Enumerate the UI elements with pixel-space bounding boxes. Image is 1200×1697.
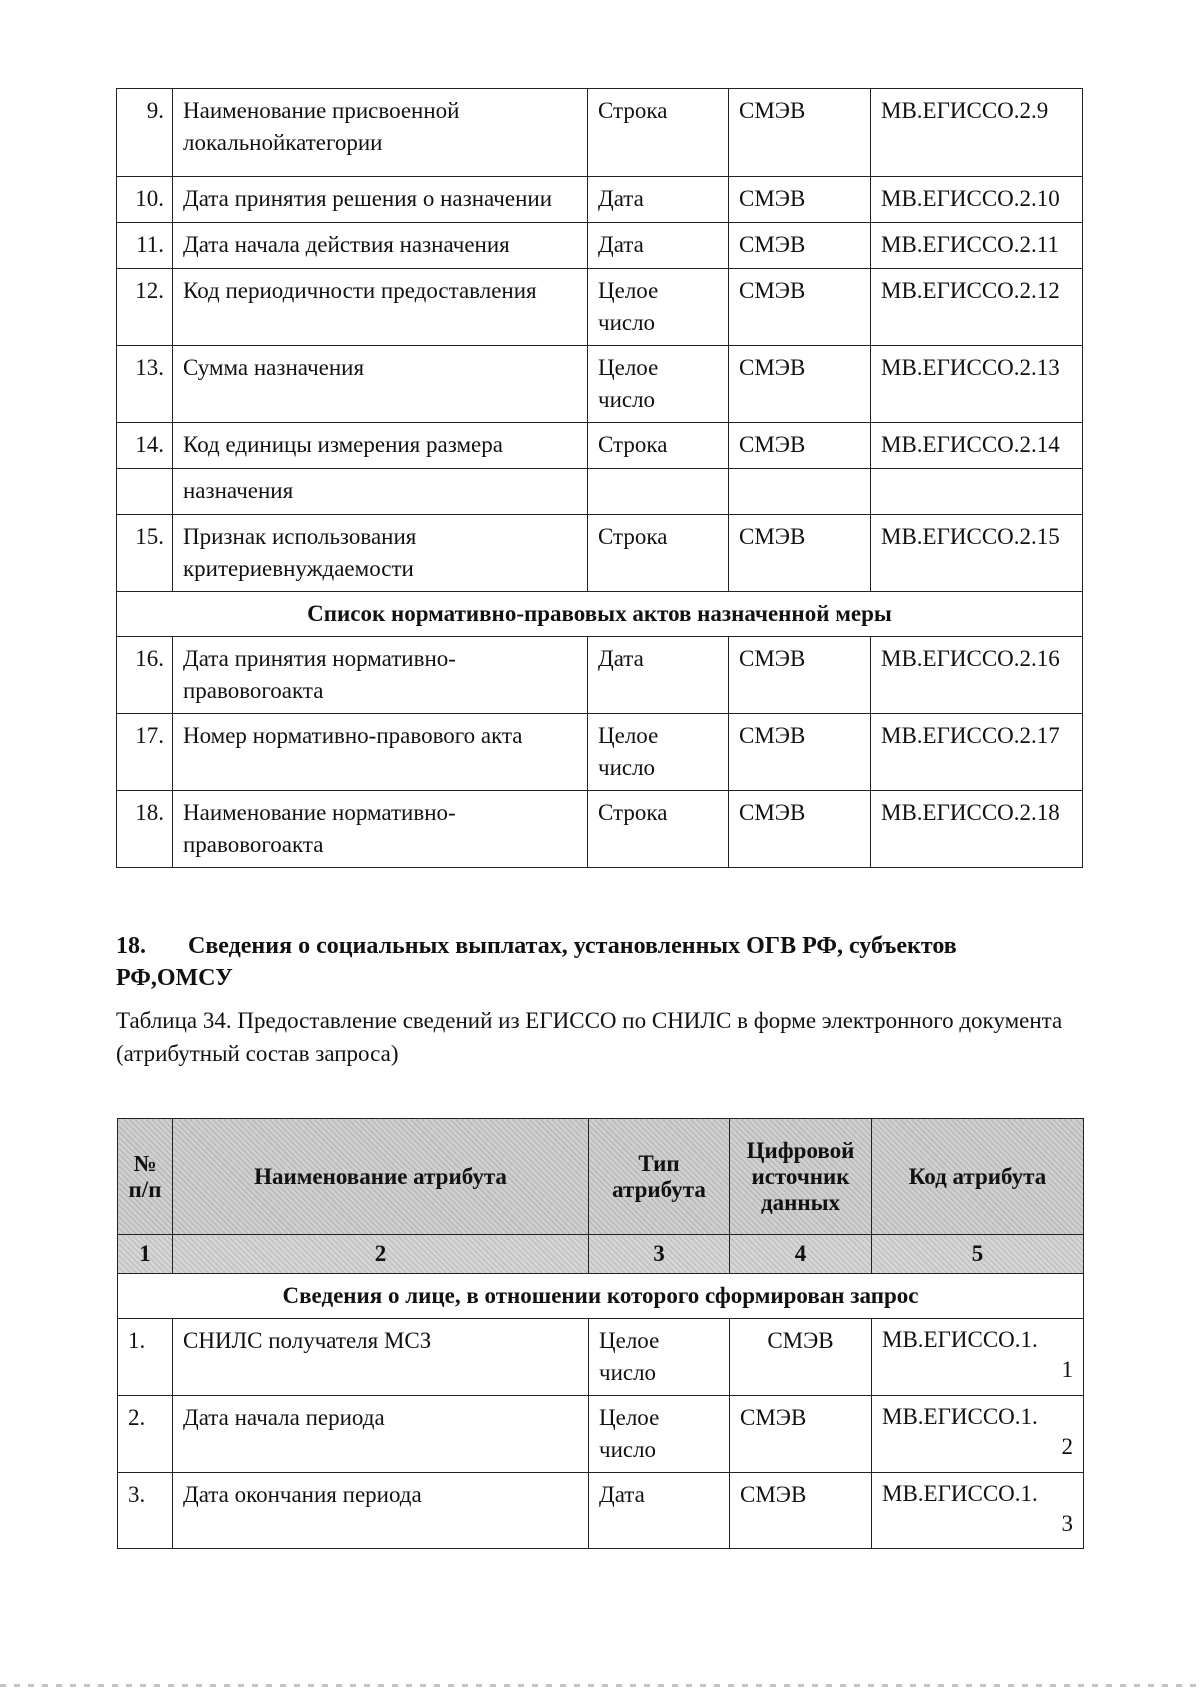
- attribute-type: Целое число: [589, 1396, 730, 1473]
- attribute-code: МВ.ЕГИССО.2.15: [871, 515, 1083, 592]
- attribute-type: Строка: [588, 423, 729, 469]
- attribute-name: Дата принятия нормативно-правовогоакта: [173, 637, 588, 714]
- table-row: [117, 223, 1083, 269]
- row-number: 13.: [117, 346, 173, 423]
- table-row: [118, 1319, 1084, 1396]
- attribute-type: Целое число: [588, 714, 729, 791]
- row-number: 18.: [117, 791, 173, 868]
- table-row: [117, 177, 1083, 223]
- row-number: 16.: [117, 637, 173, 714]
- attribute-type: Целое число: [588, 346, 729, 423]
- attribute-name: Наименование нормативно-правовогоакта: [173, 791, 588, 868]
- attribute-code-prefix: МВ.ЕГИССО.1.: [882, 1404, 1038, 1429]
- row-number: [117, 469, 173, 515]
- table-row: [117, 346, 1083, 423]
- attribute-name: СНИЛС получателя МСЗ: [173, 1319, 589, 1396]
- attribute-code: МВ.ЕГИССО.2.16: [871, 637, 1083, 714]
- attribute-code: [872, 1396, 1084, 1473]
- attribute-code: МВ.ЕГИССО.2.11: [871, 223, 1083, 269]
- attribute-name: Дата принятия решения о назначении: [173, 177, 588, 223]
- column-number: 2: [173, 1235, 589, 1274]
- row-number: 2.: [118, 1396, 173, 1473]
- table-row: [117, 515, 1083, 592]
- attribute-code-suffix: 3: [1061, 1511, 1073, 1536]
- attribute-code: МВ.ЕГИССО.2.12: [871, 269, 1083, 346]
- attribute-name: Дата начала действия назначения: [173, 223, 588, 269]
- attribute-type: [588, 469, 729, 515]
- attribute-code-suffix: 1: [1061, 1357, 1073, 1382]
- section-title: Сведения о лице, в отношении которого сформирован запрос: [118, 1274, 1084, 1319]
- row-number: 1.: [118, 1319, 173, 1396]
- header-name: Наименование атрибута: [173, 1119, 589, 1235]
- attribute-code: МВ.ЕГИССО.2.9: [871, 89, 1083, 177]
- attribute-code-prefix: МВ.ЕГИССО.1.: [882, 1481, 1038, 1506]
- row-number: 3.: [118, 1473, 173, 1549]
- data-source: СМЭВ: [729, 223, 871, 269]
- attribute-name: Дата окончания периода: [173, 1473, 589, 1549]
- table-row: [117, 714, 1083, 791]
- section-row: [117, 592, 1083, 637]
- section-heading-text: Сведения о социальных выплатах, установленных ОГВ РФ, субъектов РФ,ОМСУ: [116, 933, 957, 991]
- table-caption: Таблица 34. Предоставление сведений из ЕГИССО по СНИЛС в форме электронного документа (атрибутный состав запроса): [116, 1008, 1063, 1066]
- data-source: СМЭВ: [729, 714, 871, 791]
- data-source: СМЭВ: [730, 1319, 872, 1396]
- attribute-type: Дата: [589, 1473, 730, 1549]
- data-source: [729, 469, 871, 515]
- attribute-name: Признак использования критериевнуждаемости: [173, 515, 588, 592]
- attribute-code-prefix: МВ.ЕГИССО.1.: [882, 1327, 1038, 1352]
- section-heading: [116, 930, 1076, 994]
- data-source: СМЭВ: [730, 1473, 872, 1549]
- attribute-type: Строка: [588, 515, 729, 592]
- attribute-type: Дата: [588, 177, 729, 223]
- attribute-code-suffix: 2: [1061, 1434, 1073, 1459]
- attribute-type: Дата: [588, 223, 729, 269]
- section-row: [118, 1274, 1084, 1319]
- request-attributes-table: [117, 1118, 1084, 1549]
- column-number: 3: [589, 1235, 730, 1274]
- attribute-code: МВ.ЕГИССО.2.13: [871, 346, 1083, 423]
- attribute-code: МВ.ЕГИССО.2.18: [871, 791, 1083, 868]
- row-number: 15.: [117, 515, 173, 592]
- data-source: СМЭВ: [729, 423, 871, 469]
- data-source: СМЭВ: [729, 515, 871, 592]
- header-type: Тип атрибута: [589, 1119, 730, 1235]
- data-source: СМЭВ: [729, 637, 871, 714]
- data-source: СМЭВ: [729, 269, 871, 346]
- section-title: Список нормативно-правовых актов назначенной меры: [117, 592, 1083, 637]
- attribute-code: МВ.ЕГИССО.2.14: [871, 423, 1083, 469]
- row-number: 9.: [117, 89, 173, 177]
- row-number: 17.: [117, 714, 173, 791]
- table-row: [117, 269, 1083, 346]
- attribute-name: назначения: [173, 469, 588, 515]
- attribute-code: [872, 1473, 1084, 1549]
- attribute-code: МВ.ЕГИССО.2.10: [871, 177, 1083, 223]
- data-source: СМЭВ: [729, 89, 871, 177]
- row-number: 10.: [117, 177, 173, 223]
- attribute-type: Дата: [588, 637, 729, 714]
- column-number: 5: [872, 1235, 1084, 1274]
- column-number: 1: [118, 1235, 173, 1274]
- table-row: [117, 423, 1083, 469]
- data-source: СМЭВ: [730, 1396, 872, 1473]
- attribute-code: [871, 469, 1083, 515]
- attribute-name: Сумма назначения: [173, 346, 588, 423]
- attribute-code: МВ.ЕГИССО.2.17: [871, 714, 1083, 791]
- attributes-table-continued: [116, 88, 1083, 868]
- table-row: [117, 89, 1083, 177]
- table-row: [118, 1473, 1084, 1549]
- attribute-name: Дата начала периода: [173, 1396, 589, 1473]
- table-row: [118, 1396, 1084, 1473]
- data-source: СМЭВ: [729, 791, 871, 868]
- attribute-name: Наименование присвоенной локальнойкатегории: [173, 89, 588, 177]
- attribute-type: Строка: [588, 791, 729, 868]
- attribute-type: Строка: [588, 89, 729, 177]
- scan-artifact: [0, 1684, 1200, 1687]
- table-header-row: [118, 1119, 1084, 1235]
- header-source: Цифровой источник данных: [730, 1119, 872, 1235]
- attribute-name: Код периодичности предоставления: [173, 269, 588, 346]
- attribute-code: [872, 1319, 1084, 1396]
- data-source: СМЭВ: [729, 177, 871, 223]
- attribute-type: Целое число: [588, 269, 729, 346]
- section-heading-number: 18.: [116, 933, 146, 959]
- header-code: Код атрибута: [872, 1119, 1084, 1235]
- table-row: [117, 469, 1083, 515]
- data-source: СМЭВ: [729, 346, 871, 423]
- row-number: 11.: [117, 223, 173, 269]
- table-row: [117, 637, 1083, 714]
- row-number: 14.: [117, 423, 173, 469]
- attribute-name: Номер нормативно-правового акта: [173, 714, 588, 791]
- row-number: 12.: [117, 269, 173, 346]
- column-number-row: [118, 1235, 1084, 1274]
- column-number: 4: [730, 1235, 872, 1274]
- header-num: № п/п: [118, 1119, 173, 1235]
- table-row: [117, 791, 1083, 868]
- attribute-name: Код единицы измерения размера: [173, 423, 588, 469]
- attribute-type: Целое число: [589, 1319, 730, 1396]
